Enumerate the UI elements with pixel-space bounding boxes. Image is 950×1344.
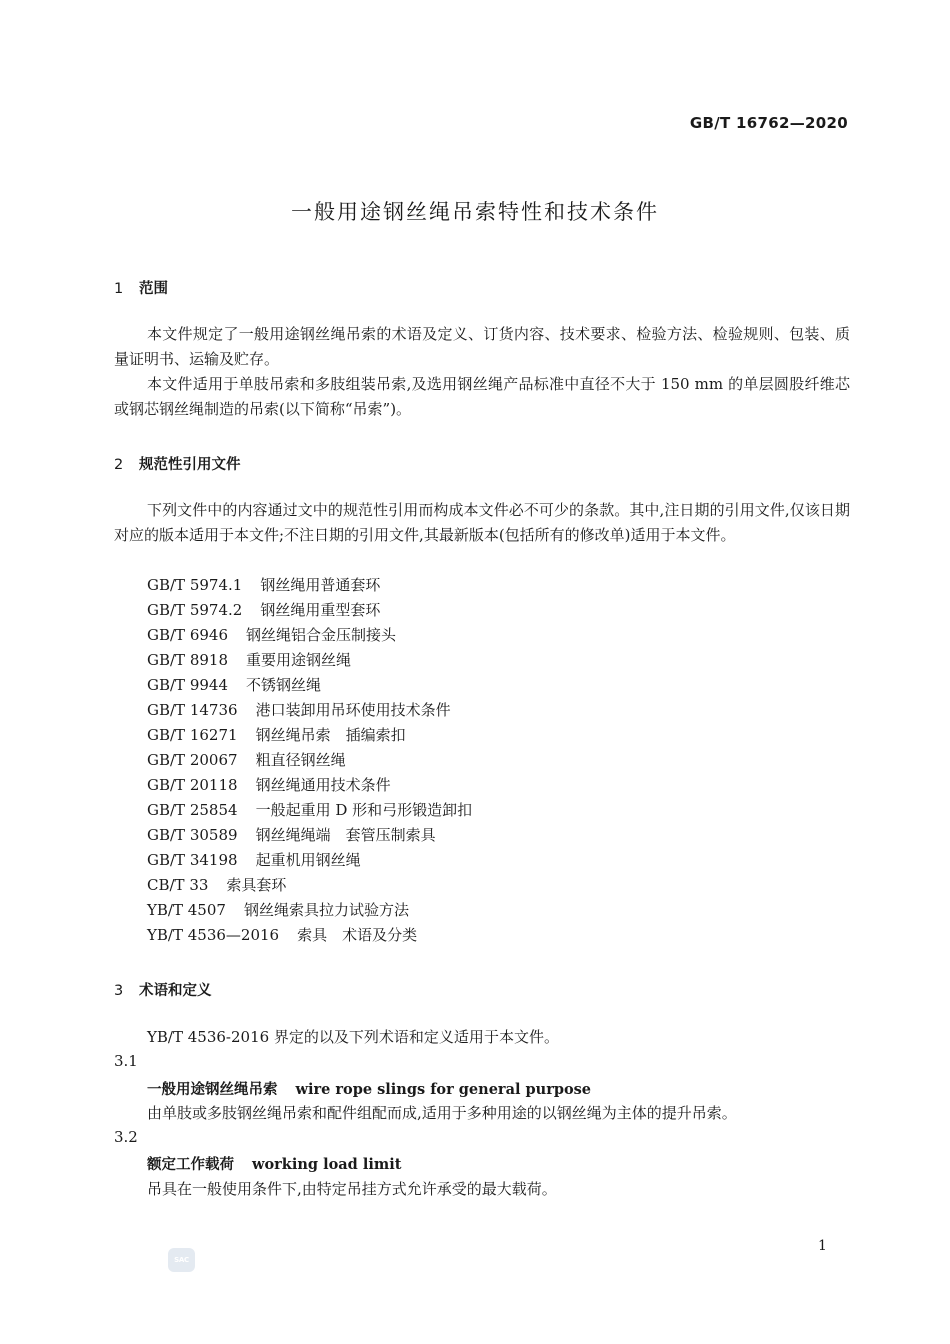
reference-item bbox=[147, 923, 472, 948]
section-2-heading bbox=[114, 453, 241, 474]
reference-code: GB/T 14736 bbox=[147, 701, 238, 719]
reference-title: 钢丝绳索具拉力试验方法 bbox=[243, 901, 409, 919]
standard-code: GB/T 16762—2020 bbox=[689, 114, 848, 132]
reference-item bbox=[147, 573, 472, 598]
reference-code: YB/T 4507 bbox=[147, 901, 226, 919]
term-number: 3.2 bbox=[114, 1128, 138, 1146]
term-number: 3.1 bbox=[114, 1052, 138, 1070]
reference-title: 钢丝绳通用技术条件 bbox=[255, 776, 391, 794]
section-1-heading bbox=[114, 277, 168, 298]
reference-title: 不锈钢丝绳 bbox=[246, 676, 322, 694]
reference-title: 索具 术语及分类 bbox=[297, 926, 418, 944]
section-title: 范围 bbox=[139, 281, 168, 297]
reference-code: GB/T 16271 bbox=[147, 726, 238, 744]
reference-code: GB/T 5974.1 bbox=[147, 576, 243, 594]
reference-item bbox=[147, 798, 472, 823]
reference-item bbox=[147, 723, 472, 748]
reference-item bbox=[147, 673, 472, 698]
reference-item bbox=[147, 848, 472, 873]
reference-item bbox=[147, 898, 472, 923]
reference-item bbox=[147, 623, 472, 648]
reference-title: 钢丝绳用重型套环 bbox=[260, 601, 381, 619]
reference-item bbox=[147, 748, 472, 773]
reference-code: GB/T 25854 bbox=[147, 801, 238, 819]
page-number: 1 bbox=[818, 1238, 827, 1254]
term-en: wire rope slings for general purpose bbox=[295, 1081, 592, 1098]
section-title: 术语和定义 bbox=[139, 983, 212, 999]
reference-code: GB/T 8918 bbox=[147, 651, 229, 669]
reference-code: GB/T 9944 bbox=[147, 676, 229, 694]
scope-paragraph: 本文件适用于单肢吊索和多肢组装吊索,及选用钢丝绳产品标准中直径不大于 150 mm 的单层圆股纤维芯或钢芯钢丝绳制造的吊索(以下简称“吊索”)。 bbox=[114, 375, 850, 418]
section-title: 规范性引用文件 bbox=[139, 457, 241, 473]
section-3-heading bbox=[114, 979, 212, 1000]
reference-title: 钢丝绳铝合金压制接头 bbox=[246, 626, 397, 644]
document-title: 一般用途钢丝绳吊索特性和技术条件 bbox=[291, 200, 659, 224]
reference-title: 港口装卸用吊环使用技术条件 bbox=[255, 701, 451, 719]
scope-paragraph: 本文件规定了一般用途钢丝绳吊索的术语及定义、订货内容、技术要求、检验方法、检验规则、包装、质量证明书、运输及贮存。 bbox=[114, 325, 850, 368]
reference-title: 钢丝绳绳端 套管压制索具 bbox=[255, 826, 436, 844]
reference-item bbox=[147, 698, 472, 723]
section-number: 3 bbox=[114, 983, 124, 999]
reference-code: CB/T 33 bbox=[147, 876, 209, 894]
reference-list bbox=[147, 573, 472, 948]
reference-title: 钢丝绳吊索 插编索扣 bbox=[255, 726, 406, 744]
terms-intro: YB/T 4536-2016 界定的以及下列术语和定义适用于本文件。 bbox=[147, 1028, 559, 1046]
reference-item bbox=[147, 773, 472, 798]
references-intro: 下列文件中的内容通过文中的规范性引用而构成本文件必不可少的条款。其中,注日期的引用文件,仅该日期对应的版本适用于本文件;不注日期的引用文件,其最新版本(包括所有的修改单)适用于本文件。 bbox=[114, 501, 850, 544]
reference-code: GB/T 6946 bbox=[147, 626, 229, 644]
term-definition: 吊具在一般使用条件下,由特定吊挂方式允许承受的最大载荷。 bbox=[147, 1180, 557, 1198]
term-heading bbox=[147, 1078, 591, 1099]
section-number: 1 bbox=[114, 281, 124, 297]
reference-code: YB/T 4536—2016 bbox=[147, 926, 280, 944]
reference-title: 钢丝绳用普通套环 bbox=[260, 576, 381, 594]
reference-title: 索具套环 bbox=[226, 876, 287, 894]
section-number: 2 bbox=[114, 457, 124, 473]
reference-title: 起重机用钢丝绳 bbox=[255, 851, 361, 869]
term-zh: 额定工作载荷 bbox=[147, 1157, 234, 1173]
term-zh: 一般用途钢丝绳吊索 bbox=[147, 1082, 278, 1098]
reference-code: GB/T 30589 bbox=[147, 826, 238, 844]
reference-title: 粗直径钢丝绳 bbox=[255, 751, 346, 769]
sac-logo-watermark: SAC bbox=[168, 1248, 195, 1272]
term-heading bbox=[147, 1153, 401, 1174]
reference-title: 一般起重用 D 形和弓形锻造卸扣 bbox=[255, 801, 473, 819]
reference-code: GB/T 34198 bbox=[147, 851, 238, 869]
reference-code: GB/T 20067 bbox=[147, 751, 238, 769]
reference-code: GB/T 5974.2 bbox=[147, 601, 243, 619]
reference-code: GB/T 20118 bbox=[147, 776, 238, 794]
reference-item bbox=[147, 598, 472, 623]
reference-item bbox=[147, 873, 472, 898]
reference-item bbox=[147, 823, 472, 848]
term-en: working load limit bbox=[252, 1156, 402, 1173]
reference-title: 重要用途钢丝绳 bbox=[246, 651, 352, 669]
term-definition: 由单肢或多肢钢丝绳吊索和配件组配而成,适用于多种用途的以钢丝绳为主体的提升吊索。 bbox=[147, 1104, 737, 1122]
reference-item bbox=[147, 648, 472, 673]
